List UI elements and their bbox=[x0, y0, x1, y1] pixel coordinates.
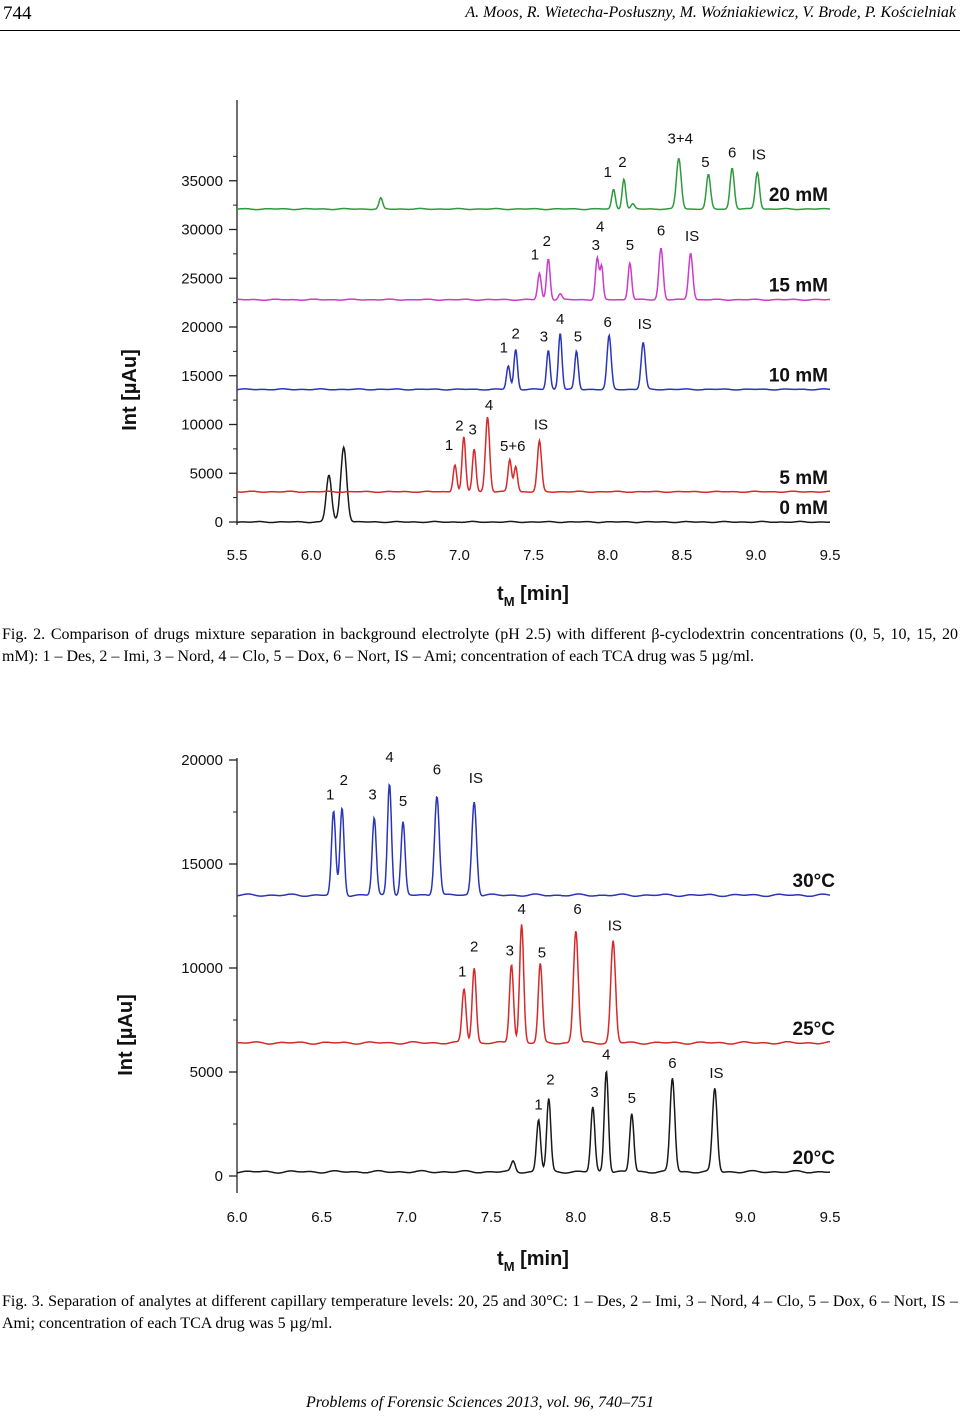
x-tick-label: 6.5 bbox=[311, 1209, 333, 1226]
x-tick-label: 9.5 bbox=[819, 1209, 841, 1226]
x-tick-label: 6.0 bbox=[300, 547, 322, 564]
x-tick-label: 7.5 bbox=[480, 1209, 502, 1226]
y-tick-label: 20000 bbox=[181, 752, 223, 769]
x-tick-label: 9.0 bbox=[745, 547, 767, 564]
fig3-traces bbox=[237, 785, 830, 1173]
peak-label: 6 bbox=[668, 1054, 677, 1072]
peak-label: 3 bbox=[468, 421, 477, 439]
x-tick-label: 7.0 bbox=[448, 547, 470, 564]
condition-label: 25°C bbox=[792, 1018, 835, 1040]
peak-label: 4 bbox=[596, 218, 605, 236]
peak-label: 3 bbox=[539, 328, 549, 346]
trace-line bbox=[237, 159, 830, 210]
peak-label: 6 bbox=[656, 222, 666, 240]
x-tick-label: 9.5 bbox=[819, 547, 841, 564]
x-tick-label: 8.0 bbox=[565, 1209, 587, 1226]
peak-label: 2 bbox=[618, 154, 627, 172]
figure-2-chart bbox=[0, 60, 960, 615]
fig3-x-axis-label: $t_M$ [min] bbox=[497, 1248, 569, 1274]
condition-label: 5 mM bbox=[779, 467, 828, 489]
x-tick-label: 8.5 bbox=[671, 547, 693, 564]
y-tick-label: 15000 bbox=[181, 367, 223, 385]
figure-3-chart bbox=[0, 740, 960, 1288]
peak-label: 2 bbox=[339, 771, 348, 789]
peak-label: 2 bbox=[511, 325, 520, 343]
peak-label: 5+6 bbox=[500, 437, 526, 455]
peak-label: 2 bbox=[455, 417, 464, 435]
fig3-peak-labels bbox=[326, 749, 724, 1113]
peak-label: 3 bbox=[590, 1083, 599, 1101]
peak-label: IS bbox=[637, 315, 652, 333]
peak-label: IS bbox=[709, 1065, 724, 1083]
x-tick-label: 6.5 bbox=[374, 547, 396, 564]
running-header bbox=[0, 0, 960, 31]
peak-label: 1 bbox=[499, 339, 509, 357]
fig2-y-ticks bbox=[181, 156, 237, 531]
y-tick-label: 0 bbox=[214, 1168, 223, 1185]
peak-label: 3 bbox=[368, 786, 377, 804]
fig3-x-ticks bbox=[227, 1209, 841, 1226]
y-tick-label: 10000 bbox=[181, 960, 223, 977]
condition-label: 30°C bbox=[792, 871, 835, 893]
peak-label: 6 bbox=[432, 761, 442, 779]
peak-label: IS bbox=[533, 416, 549, 434]
fig3-condition-labels bbox=[793, 871, 836, 1169]
fig3-y-axis-label: Int [µAu] bbox=[115, 994, 137, 1076]
y-tick-label: 15000 bbox=[181, 856, 223, 873]
peak-label: 6 bbox=[727, 144, 737, 162]
peak-label: 2 bbox=[470, 938, 479, 956]
peak-label: 5 bbox=[627, 1090, 636, 1108]
trace-line bbox=[237, 447, 830, 522]
peak-label: 6 bbox=[603, 314, 612, 331]
y-tick-label: 25000 bbox=[181, 270, 223, 288]
peak-label: IS bbox=[607, 917, 622, 935]
running-authors: A. Moos, R. Wietecha-Posłuszny, M. Woźniakiewicz, V. Brode, P. Kościelniak bbox=[465, 4, 956, 21]
condition-label: 10 mM bbox=[768, 365, 828, 387]
y-tick-label: 5000 bbox=[189, 1064, 223, 1081]
y-tick-label: 30000 bbox=[181, 221, 223, 239]
y-tick-label: 0 bbox=[214, 514, 223, 531]
page-number: 744 bbox=[3, 3, 32, 24]
peak-label: 4 bbox=[484, 396, 494, 414]
running-footer: Problems of Forensic Sciences 2013, vol. 96, 740–751 bbox=[305, 1394, 655, 1411]
fig3-y-ticks bbox=[181, 752, 237, 1185]
peak-label: 3 bbox=[591, 236, 600, 254]
peak-label: 2 bbox=[542, 233, 552, 251]
peak-label: 1 bbox=[530, 246, 540, 264]
y-tick-label: 35000 bbox=[181, 172, 223, 190]
peak-label: 4 bbox=[385, 749, 394, 767]
fig2-condition-labels bbox=[769, 185, 828, 519]
peak-label: 5 bbox=[398, 792, 408, 810]
trace-line bbox=[237, 1072, 830, 1173]
x-tick-label: 9.0 bbox=[734, 1209, 756, 1226]
peak-label: 5 bbox=[625, 236, 635, 254]
peak-label: 1 bbox=[603, 163, 612, 181]
figure-3-caption: Fig. 3. Separation of analytes at different capillary temperature levels: 20, 25 and 30°C: 1 – Des, 2 – Imi, 3 – Nord, 4 – Clo, 5 – Dox, 6 – Nort, IS – Ami; concentration of each TCA drug was 5 µg/ml. bbox=[2, 1293, 958, 1332]
peak-label: 1 bbox=[326, 786, 335, 804]
peak-label: 2 bbox=[546, 1071, 555, 1089]
peak-label: 4 bbox=[602, 1046, 611, 1064]
condition-label: 20°C bbox=[792, 1147, 835, 1169]
peak-label: 1 bbox=[444, 436, 454, 454]
x-tick-label: 7.0 bbox=[395, 1209, 417, 1226]
peak-label: IS bbox=[751, 146, 766, 164]
peak-label: 1 bbox=[458, 963, 467, 981]
peak-label: 5 bbox=[701, 154, 710, 172]
fig2-y-axis-label: Int [µAu] bbox=[119, 349, 141, 431]
y-tick-label: 20000 bbox=[181, 319, 223, 336]
peak-label: 5 bbox=[537, 944, 547, 962]
figure-2-caption: Fig. 2. Comparison of drugs mixture separation in background electrolyte (pH 2.5) with different β-cyclodextrin concentrations (0, 5, 10, 15, 20 mM): 1 – Des, 2 – Imi, 3 – Nord, 4 – Clo, 5 – Dox, 6 – Nort, IS – Ami; concentration of each TCA drug was 5 µg/ml. bbox=[2, 626, 958, 665]
condition-label: 20 mM bbox=[768, 185, 828, 207]
y-tick-label: 5000 bbox=[189, 465, 223, 483]
x-tick-label: 6.0 bbox=[226, 1209, 248, 1226]
peak-label: 3+4 bbox=[667, 130, 693, 148]
peak-label: IS bbox=[685, 228, 700, 246]
condition-label: 0 mM bbox=[779, 498, 828, 519]
peak-label: 1 bbox=[534, 1096, 543, 1114]
peak-label: 4 bbox=[556, 311, 565, 329]
peak-label: 4 bbox=[517, 900, 526, 918]
y-tick-label: 10000 bbox=[181, 416, 223, 434]
peak-label: 3 bbox=[505, 942, 514, 960]
trace-line bbox=[237, 334, 830, 390]
fig2-x-axis-label: $t_M$ [min] bbox=[497, 583, 569, 609]
fig2-traces bbox=[237, 159, 830, 523]
fig2-x-ticks bbox=[227, 547, 841, 564]
x-tick-label: 8.5 bbox=[650, 1209, 672, 1226]
peak-label: 5 bbox=[573, 328, 583, 346]
trace-line bbox=[237, 924, 830, 1044]
peak-label: IS bbox=[468, 769, 483, 787]
peak-label: 6 bbox=[573, 900, 582, 918]
x-tick-label: 5.5 bbox=[226, 547, 248, 564]
x-tick-label: 8.0 bbox=[597, 547, 619, 564]
fig2-peak-labels bbox=[445, 131, 766, 455]
x-tick-label: 7.5 bbox=[523, 547, 544, 564]
condition-label: 15 mM bbox=[768, 275, 828, 297]
